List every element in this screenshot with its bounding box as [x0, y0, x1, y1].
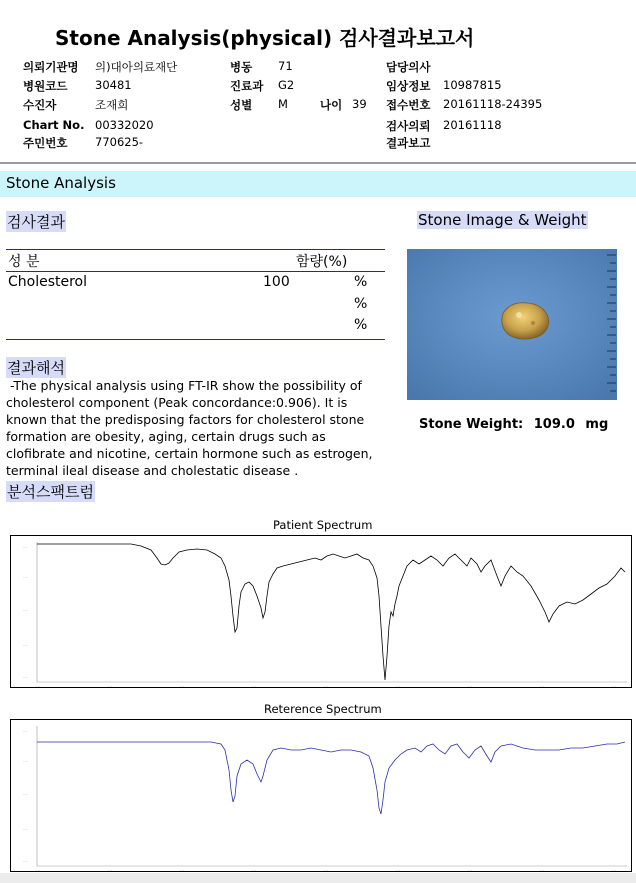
svg-text:....: .... [323, 867, 329, 871]
header-value-ward: 71 [278, 59, 293, 73]
svg-text:....: .... [23, 544, 29, 549]
svg-text:....: .... [539, 683, 545, 687]
svg-text:....: .... [611, 867, 617, 871]
table-header-rule [6, 271, 385, 272]
interpretation-heading: 결과해석 [7, 359, 65, 377]
interpretation-text [6, 377, 398, 479]
header-value-clinical-info: 10987815 [443, 78, 502, 92]
col-header-content: 함량(%) [296, 254, 348, 270]
svg-text:....: .... [23, 858, 29, 863]
svg-text:....: .... [23, 826, 29, 831]
svg-text:....: .... [23, 607, 29, 612]
spectrum-heading: 분석스팩트럼 [7, 483, 94, 501]
interpretation-line: clofibrate and nicotine, certain hormone such as estrogen, [6, 446, 373, 461]
svg-text:....: .... [23, 791, 29, 796]
svg-text:....: .... [23, 728, 29, 733]
report-title: Stone Analysis(physical) 검사결과보고서 [55, 26, 475, 50]
interpretation-line: -The physical analysis using FT-IR show the possibility of [6, 378, 362, 393]
header-label-request-date: 검사의뢰 [386, 119, 431, 133]
header-value-request-date: 20161118 [443, 118, 502, 132]
svg-text:....: .... [107, 867, 113, 871]
header-label-resident-no: 주민번호 [23, 136, 68, 150]
svg-text:....: .... [539, 867, 545, 871]
table-cell-value: 100 [263, 274, 290, 290]
interpretation-line: formation are obesity, aging, certain drugs such as [6, 429, 326, 444]
header-value-sex: M [278, 97, 288, 111]
header-value-institution: 의)대아의료재단 [95, 60, 178, 74]
patient-spectrum-title: Patient Spectrum [273, 518, 373, 532]
stone-weight [419, 417, 608, 432]
stone-heading: Stone Image & Weight [418, 211, 587, 229]
patient-spectrum-plot [10, 535, 632, 688]
header-value-age: 39 [352, 97, 367, 111]
results-heading: 검사결과 [7, 213, 65, 231]
header-label-chart-no: Chart No. [23, 118, 85, 132]
svg-text:....: .... [179, 867, 185, 871]
section-bar [0, 171, 636, 197]
stone-photo [407, 249, 617, 400]
svg-text:....: .... [395, 867, 401, 871]
header-label-clinical-info: 임상정보 [386, 79, 431, 93]
interpretation-line: known that the predisposing factors for cholesterol stone [6, 412, 365, 427]
interpretation-line: terminal ileal disease and cholestatic disease . [6, 463, 299, 478]
svg-text:....: .... [467, 867, 473, 871]
table-cell-unit: % [354, 317, 368, 333]
header-label-hospital-code: 병원코드 [23, 79, 68, 93]
svg-text:....: .... [179, 683, 185, 687]
svg-text:....: .... [23, 574, 29, 579]
svg-text:....: .... [467, 683, 473, 687]
stone-photo-graphic [407, 249, 617, 400]
stone-weight-label: Stone Weight: [419, 417, 524, 432]
svg-text:....: .... [251, 867, 257, 871]
header-divider [0, 162, 636, 164]
stone-weight-value: 109.0 [533, 417, 575, 432]
header-label-age: 나이 [320, 98, 343, 112]
svg-text:....: .... [35, 683, 41, 687]
svg-text:....: .... [23, 642, 29, 647]
svg-text:....: .... [323, 683, 329, 687]
section-title: Stone Analysis [6, 174, 116, 192]
table-cell-unit: % [354, 296, 368, 312]
header-label-result-report: 결과보고 [386, 136, 431, 150]
stone-weight-unit: mg [585, 417, 609, 432]
header-label-ward: 병동 [230, 60, 253, 74]
header-label-department: 진료과 [230, 79, 264, 93]
svg-text:....: .... [23, 674, 29, 679]
col-header-component: 성 분 [8, 254, 40, 270]
svg-text:....: .... [35, 867, 41, 871]
page-bottom-strip [0, 873, 636, 883]
header-label-institution: 의뢰기관명 [23, 60, 79, 74]
table-bottom-rule [6, 339, 385, 340]
header-label-patient: 수진자 [23, 98, 57, 112]
header-value-resident-no: 770625- [95, 135, 144, 149]
header-label-sex: 성별 [230, 98, 253, 112]
patient-spectrum-graphic [11, 536, 631, 687]
header-value-chart-no: 00332020 [95, 118, 154, 132]
svg-text:....: .... [611, 683, 617, 687]
table-cell-unit: % [354, 274, 368, 290]
table-cell-component: Cholesterol [8, 274, 88, 290]
interpretation-line: cholesterol component (Peak concordance:0.906). It is [6, 395, 348, 410]
header-label-receipt-no: 접수번호 [386, 98, 431, 112]
svg-text:....: .... [251, 683, 257, 687]
reference-spectrum-plot [10, 719, 632, 872]
svg-text:....: .... [23, 758, 29, 763]
header-value-department: G2 [278, 78, 295, 92]
table-top-rule [6, 249, 385, 250]
reference-spectrum-graphic [11, 720, 631, 871]
header-value-hospital-code: 30481 [95, 78, 132, 92]
reference-spectrum-title: Reterence Spectrum [264, 702, 382, 716]
svg-text:....: .... [107, 683, 113, 687]
header-label-doctor: 담당의사 [386, 60, 431, 74]
svg-text:....: .... [395, 683, 401, 687]
header-value-receipt-no: 20161118-24395 [443, 97, 543, 111]
header-value-patient: 조재희 [95, 98, 129, 112]
